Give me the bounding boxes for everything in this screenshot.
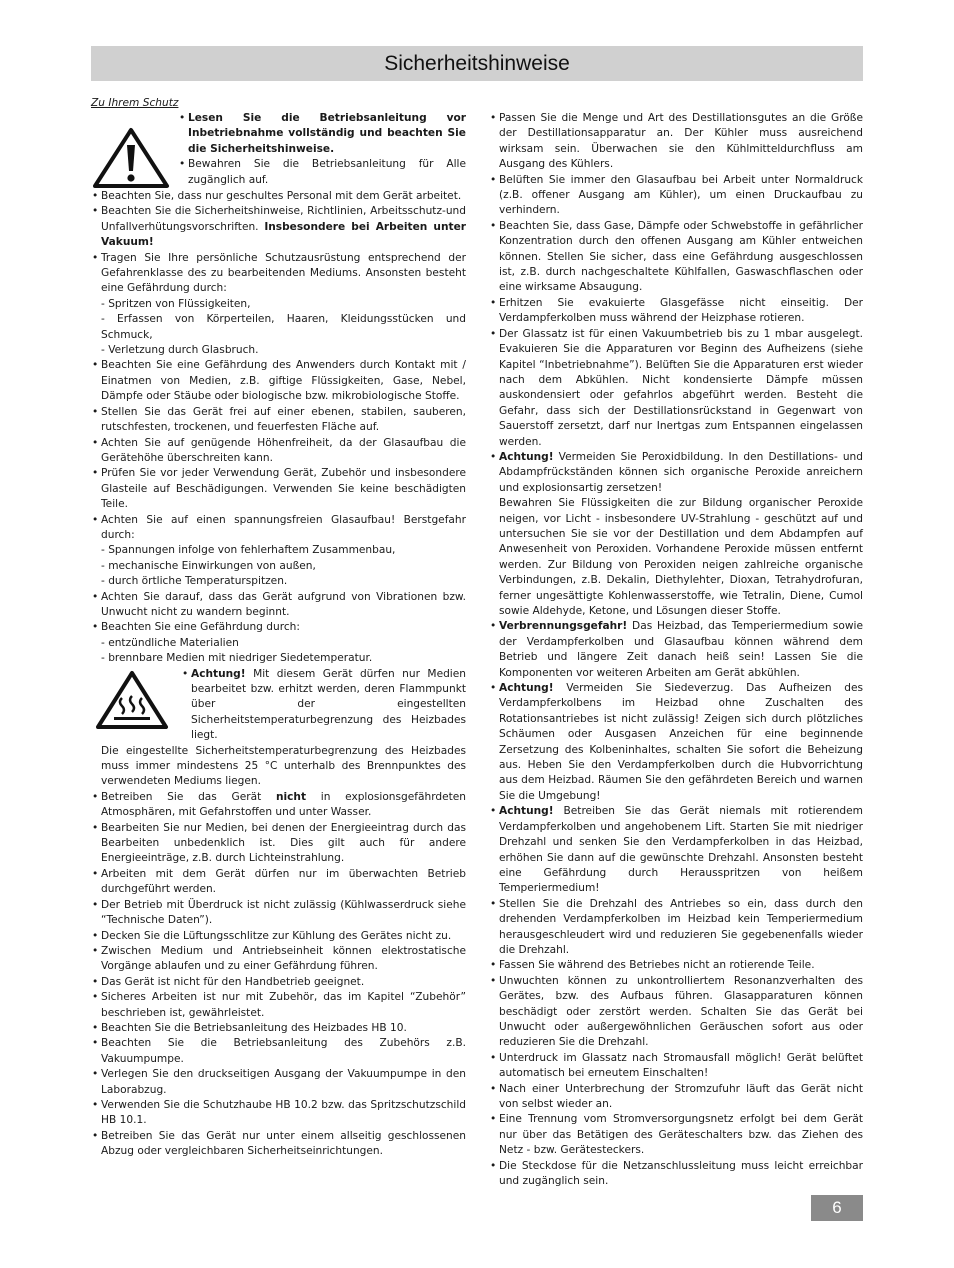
list-item: • Beachten Sie, dass Gase, Dämpfe oder Schwebstoffe in gefährlicher Konzentration durch den offenen Ausgang am Kühler entweichen können. Stellen Sie sicher, dass eine Gefährdung ausgeschlossen ist, z.B. durch nachgeschaltete Kühlfallen, Gaswaschflaschen oder eine wirksame Absaugung. xyxy=(490,219,863,294)
list-item: • Bearbeiten Sie nur Medien, bei denen der Energieeintrag durch das Bearbeiten unbedenklich ist. Dies gilt auch für andere Energieeinträge, z.B. durch Lichteinstrahlung. xyxy=(92,821,466,865)
list-item: • Verwenden Sie die Schutzhaube HB 10.2 bzw. das Spritzschutzschild HB 10.1. xyxy=(92,1098,466,1127)
warning-triangle-icon xyxy=(92,127,170,189)
sub-item: - Erfassen von Körperteilen, Haaren, Kleidungsstücken und Schmuck, xyxy=(101,313,466,341)
list-item: • Beachten Sie eine Gefährdung durch: xyxy=(92,621,300,634)
list-item: • Die Steckdose für die Netzanschlussleitung muss leicht erreichbar und zugänglich sein. xyxy=(490,1159,863,1188)
right-column xyxy=(489,111,863,1189)
list-item: • Erhitzen Sie evakuierte Glasgefässe nicht einseitig. Der Verdampferkolben muss während der Heizphase rotieren. xyxy=(490,296,863,325)
sub-item: - mechanische Einwirkungen von außen, xyxy=(101,559,316,572)
section-title: Zu Ihrem Schutz xyxy=(91,97,179,109)
list-item: • Zwischen Medium und Antriebseinheit können elektrostatische Vorgänge ablaufen und zu einer Gefährdung führen. xyxy=(92,944,466,973)
continuation-text: Bewahren Sie Flüssigkeiten die zur Bildung organischer Peroxide neigen, vor Licht - insbesondere UV-Strahlung - geschützt auf und untersuchen Sie sie vor der Destillation und dem Abdampfen auf Anwesenheit von Peroxiden. Vorhandene Peroxide müssen entfernt werden. Zur Bildung von Peroxiden neigen zahlreiche organische Verbindungen, z.B. Dekalin, Diethylehter, Dioxan, Tetrahydrofuran, ferner ungesättigte Kohlenwasserstoffe, wie Tetralin, Diene, Cumol sowie Aldehyde, Ketone, und Lösungen dieser Stoffe. xyxy=(499,497,863,617)
page-header xyxy=(91,46,863,81)
list-item: • Beachten Sie die Sicherheitshinweise, Richtlinien, Arbeitsschutz-und Unfallverhütungsvorschriften. Insbesondere bei Arbeiten unter Vakuum! xyxy=(92,205,466,249)
continuation-text: Die eingestellte Sicherheitstemperaturbegrenzung des Heizbades muss immer mindestens 25 °C unterhalb des Brennpunktes des verwendeten Mediums liegen. xyxy=(101,744,466,788)
list-item: • Passen Sie die Menge und Art des Destillationsgutes an die Größe der Destillationsapparatur an. Der Kühler muss ausreichend wirksam sein. Überwachen sie den Kühlmitteldurchfluss am Ausgang des Kühlers. xyxy=(490,112,863,171)
left-column xyxy=(91,96,466,1160)
hot-surface-warning-icon xyxy=(95,670,169,730)
warning-item-read-manual: • Lesen Sie die Betriebsanleitung vor Inbetriebnahme vollständig und beachten Sie die Sicherheitshinweise. xyxy=(179,112,466,155)
list-item: • Unwuchten können zu unkontrolliertem Resonanzverhalten des Gerätes, bzw. des Aufbaus führen. Glasapparaturen können beschädigt oder zerstört werden. Schalten Sie das Gerät bei Unwucht oder außergewöhnlichen Geräuschen sofort aus oder reduzieren Sie die Drehzahl. xyxy=(490,974,863,1049)
list-item: • Achtung! Betreiben Sie das Gerät niemals mit rotierendem Verdampferkolben und angehobenem Lift. Starten Sie mit niedriger Drehzahl und senken Sie den Verdampferkolben in das Heizbad, erhöhen Sie dann auf die gewünschte Drehzahl. Ansonsten besteht eine Gefährdung durch Herausspritzen von heißem Temperiermedium! xyxy=(490,805,863,895)
sub-item: - Verletzung durch Glasbruch. xyxy=(101,344,259,357)
list-item: • Arbeiten mit dem Gerät dürfen nur im überwachten Betrieb durchgeführt werden. xyxy=(92,867,466,896)
sub-item: - Spannungen infolge von fehlerhaftem Zusammenbau, xyxy=(101,544,396,557)
list-item: • Unterdruck im Glassatz nach Stromausfall möglich! Gerät belüftet automatisch bei erneutem Einschalten! xyxy=(490,1051,863,1080)
list-item: • Verlegen Sie den druckseitigen Ausgang der Vakuumpumpe in den Laborabzug. xyxy=(92,1068,466,1096)
list-item: • Verbrennungsgefahr! Das Heizbad, das Temperiermedium sowie der Verdampferkolben und Glasaufbau können während dem Betrieb und längere Zeit danach heiß sein! Lassen Sie die Komponenten vor weiteren Arbeiten am Gerät abkühlen. xyxy=(490,620,863,679)
list-item: • Belüften Sie immer den Glasaufbau bei Arbeit unter Normaldruck (z.B. offener Ausgang am Kühler), um einen Druckaufbau zu verhindern. xyxy=(490,173,863,217)
sub-item: - Spritzen von Flüssigkeiten, xyxy=(101,297,251,310)
list-item: • Achtung! Vermeiden Sie Siedeverzug. Das Aufheizen des Verdampferkolbens im Heizbad ohne Zuschalten des Rotationsantriebes ist nicht zulässig! Zeigen sich durch plötzliches Schäumen oder Ausgasen Anzeichen für eine beginnende Zersetzung des Kolbeninhaltes, schalten Sie sofort die Beheizung aus. Heben Sie den Verdampferkolben durch die Hubvorrichtung aus dem Heizbad. Räumen Sie den gefährdeten Bereich und warnen Sie die Umgebung! xyxy=(490,682,863,802)
list-item: • Stellen Sie die Drehzahl des Antriebes so ein, dass durch den drehenden Verdampferkolben im Heizbad kein Temperiermedium herausgeschleudert wird und reduzieren Sie gegebenenfalls wieder die Drehzahl. xyxy=(490,897,863,956)
sub-item: - durch örtliche Temperaturspitzen. xyxy=(101,575,288,588)
list-item: • Beachten Sie die Betriebsanleitung des Heizbades HB 10. xyxy=(92,1021,407,1034)
list-item: • Der Betrieb mit Überdruck ist nicht zulässig (Kühlwasserdruck siehe “Technische Daten”). xyxy=(92,898,466,927)
sub-item: - brennbare Medien mit niedriger Siedetemperatur. xyxy=(101,652,373,665)
list-item: • Sicheres Arbeiten ist nur mit Zubehör, das im Kapitel “Zubehör” beschrieben ist, gewährleistet. xyxy=(92,991,466,1019)
list-item: • Eine Trennung vom Stromversorgungsnetz erfolgt bei dem Gerät nur über das Betätigen des Geräteschalters bzw. das Ziehen des Netz - bzw. Gerätesteckers. xyxy=(490,1113,863,1157)
page-title: Sicherheitshinweise xyxy=(384,51,570,75)
list-item: • Betreiben Sie das Gerät nur unter einem allseitig geschlossenen Abzug oder vergleichbaren Sicherheitseinrichtungen. xyxy=(92,1129,466,1158)
sub-item: - entzündliche Materialien xyxy=(101,636,239,649)
list-item: • Achten Sie auf genügende Höhenfreiheit, da der Glasaufbau die Gerätehöhe überschreiten kann. xyxy=(92,436,466,464)
list-item: • Decken Sie die Lüftungsschlitze zur Kühlung des Gerätes nicht zu. xyxy=(92,929,452,942)
list-item: • Beachten Sie die Betriebsanleitung des Zubehörs z.B. Vakuumpumpe. xyxy=(92,1037,466,1065)
warning-item-flashpoint: • Achtung! Mit diesem Gerät dürfen nur Medien bearbeitet bzw. erhitzt werden, deren Flammpunkt über der eingestellten Sicherheitstemperaturbegrenzung des Heizbades liegt. xyxy=(182,667,466,742)
list-item: • Achten Sie darauf, dass das Gerät aufgrund von Vibrationen bzw. Unwucht nicht zu wandern beginnt. xyxy=(92,590,466,618)
page-number: 6 xyxy=(811,1195,863,1221)
list-item: • Das Gerät ist nicht für den Handbetrieb geeignet. xyxy=(92,975,365,988)
list-item: • Achtung! Vermeiden Sie Peroxidbildung. In den Destillations- und Abdampfrückständen können sich organische Peroxide anreichern und explosionsartig zersetzen! xyxy=(490,450,863,494)
list-item: • Nach einer Unterbrechung der Stromzufuhr läuft das Gerät nicht von selbst wieder an. xyxy=(490,1082,863,1110)
list-item: • Fassen Sie während des Betriebes nicht an rotierende Teile. xyxy=(490,959,815,972)
warning-block-hot-surface xyxy=(91,667,466,744)
list-item: • Betreiben Sie das Gerät nicht in explosionsgefährdeten Atmosphären, mit Gefahrstoffen und unter Wasser. xyxy=(92,790,467,819)
list-item: • Achten Sie auf einen spannungsfreien Glasaufbau! Berstgefahr durch: xyxy=(92,513,466,541)
list-item: • Prüfen Sie vor jeder Verwendung Gerät, Zubehör und insbesondere Glasteile auf Beschädigungen. Verwenden Sie keine beschädigten Teile. xyxy=(92,467,466,511)
warning-item-keep-manual: • Bewahren Sie die Betriebsanleitung für Alle zugänglich auf. xyxy=(179,158,466,186)
list-item: • Beachten Sie eine Gefährdung des Anwenders durch Kontakt mit / Einatmen von Medien, z.B. giftige Flüssigkeiten, Gase, Nebel, Dämpfe oder Stäube oder biologische bzw. mikrobiologische Stoffe. xyxy=(92,359,466,403)
list-item: • Stellen Sie das Gerät frei auf einer ebenen, stabilen, sauberen, rutschfesten, trockenen, und feuerfesten Fläche auf. xyxy=(92,405,466,434)
list-item: • Beachten Sie, dass nur geschultes Personal mit dem Gerät arbeitet. xyxy=(92,190,462,202)
warning-block-manual xyxy=(91,111,466,189)
list-item: • Der Glassatz ist für einen Vakuumbetrieb bis zu 1 mbar ausgelegt. Evakuieren Sie die Apparaturen vor Beginn des Aufheizens (siehe Kapitel “Inbetriebnahme”). Belüften Sie die Apparaturen erst wieder nach dem Abkühlen. Nicht kondensierte Dämpfe müssen auskondensiert oder gefahrlos abgeführt werden. Besteht die Gefahr, dass sich der Destillationsrückstand in Gegenwart von Sauerstoff zersetzt, darf nur Inertgas zum Entspannen eingelassen werden. xyxy=(490,327,863,448)
list-item: • Tragen Sie Ihre persönliche Schutzausrüstung entsprechend der Gefahrenklasse des zu bearbeitenden Mediums. Ansonsten besteht eine Gefährdung durch: xyxy=(92,251,466,295)
